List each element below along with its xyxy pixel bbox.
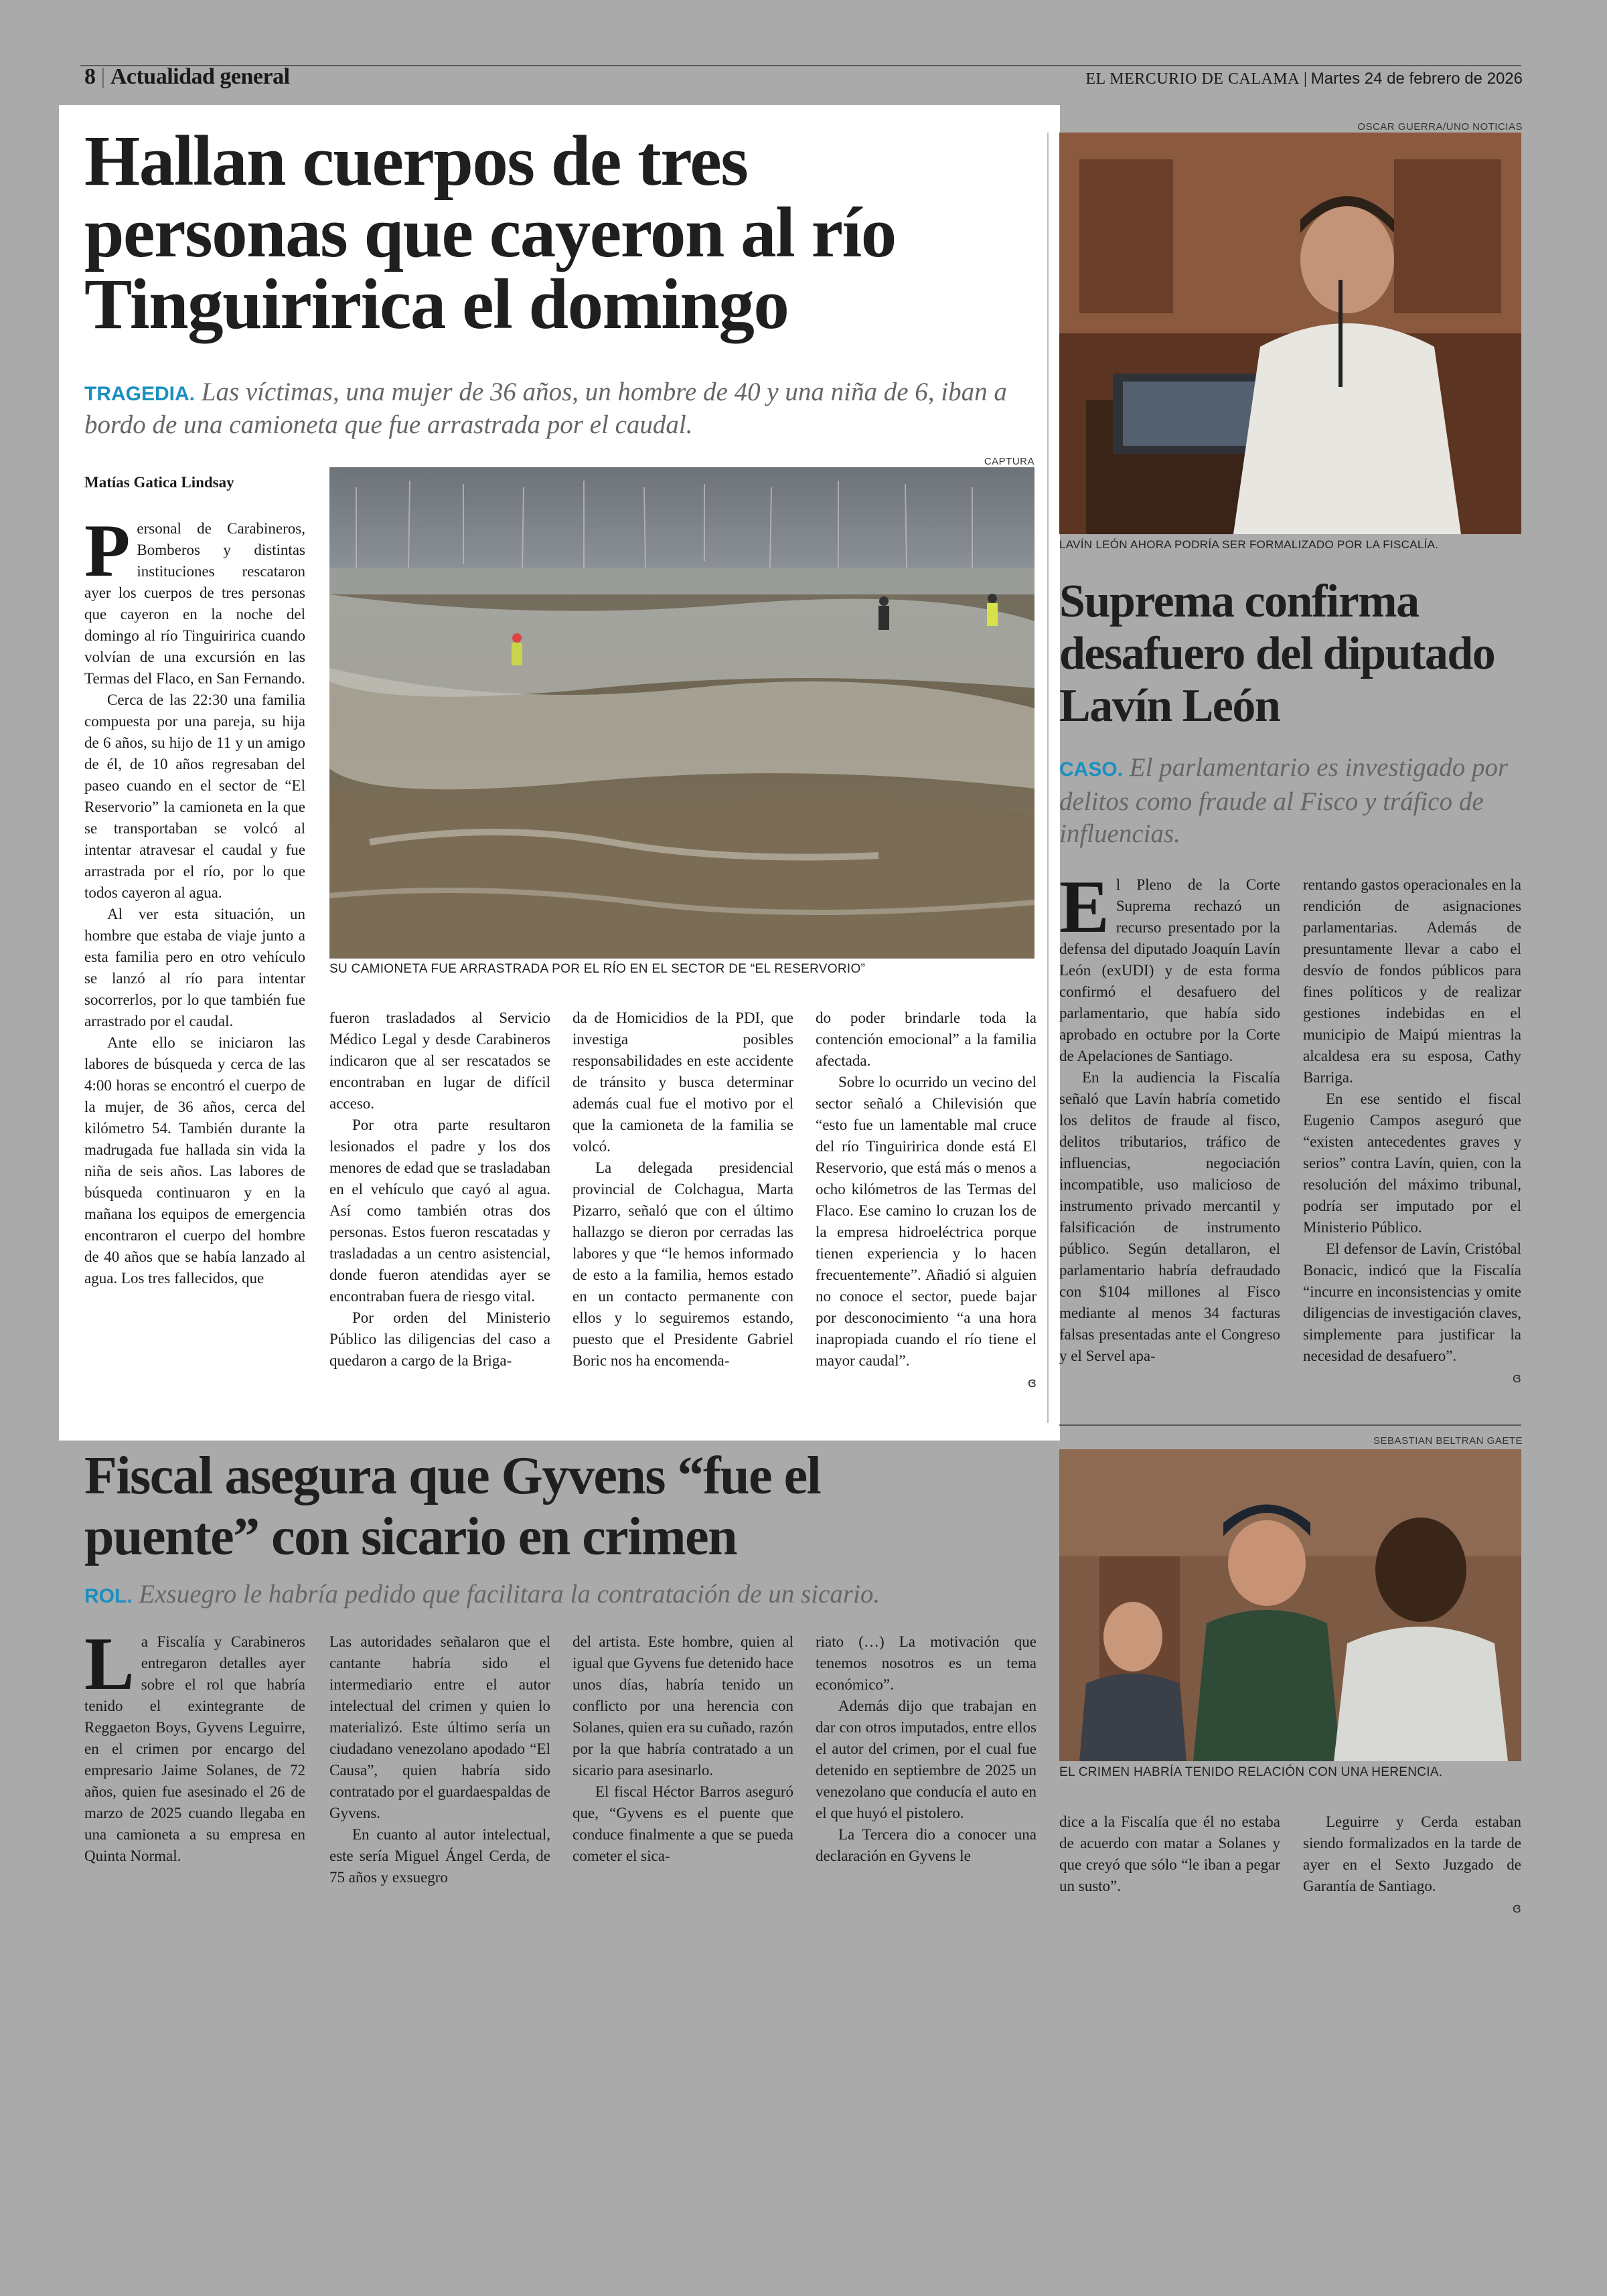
story2-col1-p2: En la audiencia la Fiscalía señaló que Lavín habría cometido los delitos de fraude al fisco, delitos tributarios, tráfico de influencias, negociación incompatible, uso malicioso de instrumento privado mercantil y falsificación de instrumento público. Según detallaron, el parlamentario habría defraudado con $104 millones al Fisco mediante al menos 34 facturas falsas presentadas ante el Congreso y el Servel apa- <box>1059 1069 1280 1364</box>
story3-photo <box>1059 1449 1521 1761</box>
story1-col3-p2: La delegada presidencial provincial de Colchagua, Marta Pizarro, señaló que con el último hallazgo se dieron por cerradas las labores y que “le hemos informado de esto a la familia, hemos estado en un contacto permanente con ellos y lo seguiremos estando, puesto que el Presidente Gabriel Boric nos ha encomenda- <box>572 1159 793 1369</box>
story3-col4-p3: La Tercera dio a conocer una declaración en Gyvens le <box>816 1826 1037 1864</box>
story1-photo <box>329 467 1035 959</box>
story3-photo-caption: EL CRIMEN HABRÍA TENIDO RELACIÓN CON UNA HERENCIA. <box>1059 1765 1443 1779</box>
story3-deck <box>84 1579 1062 1612</box>
story1-col1-p2: Cerca de las 22:30 una familia compuesta por una pareja, su hija de 6 años, su hijo de 11 y un amigo de él, de 10 años regresaban del paseo cuando en el sector de “El Reservorio” la camioneta en la que se transportaban se volcó al intentar atravesar el caudal y fue arrastrada por el río, por lo que todos cayeron al agua. <box>84 691 305 901</box>
story1-dropcap: P <box>84 509 131 592</box>
story3-dropcap: L <box>84 1623 135 1706</box>
story2-col1-p1: l Pleno de la Corte Suprema rechazó un recurso presentado por la defensa del diputado Joaquín Lavín León (exUDI) y de esta forma confirmó el desafuero del parlamentario, que había sido aprobado en octubre por la Corte de Apelaciones de Santiago. <box>1059 876 1280 1064</box>
story1-headline: Hallan cuerpos de tres personas que cayeron al río Tinguiririca el domingo <box>84 122 896 344</box>
section-header: 8 | Actualidad general <box>84 64 290 89</box>
story2-photo-caption: LAVÍN LEÓN AHORA PODRÍA SER FORMALIZADO POR LA FISCALÍA. <box>1059 538 1439 551</box>
story1-byline: Matías Gatica Lindsay <box>84 474 234 491</box>
story3-column-2 <box>329 1631 550 1888</box>
story3-col1-p1: a Fiscalía y Carabineros entregaron detalles ayer sobre el rol que habría tenido el exintegrante de Reggaeton Boys, Gyvens Leguirre, en el crimen por encargo del empresario Jaime Solanes, de 72 años, quien fue asesinado el 26 de marzo de 2025 cuando llegaba en una camioneta a su empresa en Quinta Normal. <box>84 1633 305 1864</box>
story3-col3-p2: El fiscal Héctor Barros aseguró que, “Gyvens es el puente que conduce finalmente a que se pueda cometer el sica- <box>572 1783 793 1864</box>
story1-deck <box>84 377 1035 440</box>
story2-headline: Suprema confirma desafuero del diputado Lavín León <box>1059 576 1495 732</box>
story3-col6-p1: Leguirre y Cerda estaban siendo formalizados en la tarde de ayer en el Sexto Juzgado de Garantía de Santiago. <box>1303 1813 1521 1894</box>
story1-col3-p1: da de Homicidios de la PDI, que investiga posibles responsabilidades en este accidente de tránsito y busca determinar además cual fue el motivo por el que la camioneta de la familia se volcó. <box>572 1009 793 1155</box>
story2-kicker: CASO. <box>1059 758 1124 781</box>
story3-column-6 <box>1303 1811 1521 1918</box>
story1-col2-p2: Por otra parte resultaron lesionados el padre y los dos menores de edad que se trasladaban en el vehículo que cayó al agua. Así como también otras dos personas. Estos fueron rescatadas y trasladadas a un centro asistencial, donde fueron atendidas ayer se encontraban fuera de riesgo vital. <box>329 1117 550 1305</box>
story2-end-mark: ɞ <box>1512 1370 1521 1386</box>
story2-photo <box>1059 133 1521 534</box>
story2-dropcap: E <box>1059 866 1109 949</box>
story2-col2-p1: rentando gastos operacionales en la rendición de asignaciones parlamentarias. Además de presuntamente llevar a cabo el desvío de fondos públicos para fines políticos y de realizar gestiones indebidas en el municipio de Maipú mientras la alcaldesa era su esposa, Cathy Barriga. <box>1303 876 1521 1086</box>
story3-column-4 <box>816 1631 1037 1867</box>
story3-column-3 <box>572 1631 793 1867</box>
river-rescue-image <box>329 467 1035 959</box>
story3-headline: Fiscal asegura que Gyvens “fue el puente” con sicario en crimen <box>84 1447 821 1566</box>
story1-col1-p1: ersonal de Carabineros, Bomberos y distintas instituciones rescataron ayer los cuerpos de tres personas que cayeron en la noche del domingo al río Tinguiririca cuando volvían de una excursión en las Termas del Flaco, en San Fernando. <box>84 520 305 687</box>
story2-bottom-rule <box>1059 1424 1521 1426</box>
story2-photo-credit: OSCAR GUERRA/UNO NOTICIAS <box>1357 121 1523 133</box>
story1-col4-p2: Sobre lo ocurrido un vecino del sector señaló a Chilevisión que “esto fue un lamentable mal cruce del río Tinguiririca donde está El Reservorio, que está más o menos a ocho kilómetros de las Termas del Flaco. Ese camino lo cruzan los de la empresa hidroeléctrica porque tienen experiencia y lo hacen frecuentemente”. Añadió si alguien no conoce el sector, puede bajar por desconocimiento “a una hora inapropiada cuando el río tiene el mayor caudal”. <box>816 1074 1037 1369</box>
story3-col4-p2: Además dijo que trabajan en dar con otros imputados, entre ellos el autor del crimen, por el cual fue detenido en septiembre de 2025 un venezolano que conducía el auto en el que huyó el pistolero. <box>816 1698 1037 1821</box>
story3-end-mark: ɞ <box>1512 1900 1521 1916</box>
story1-photo-credit: CAPTURA <box>984 456 1035 467</box>
story1-end-mark: ɞ <box>1027 1374 1037 1390</box>
story3-column-5 <box>1059 1811 1280 1897</box>
story2-deck-text: El parlamentario es investigado por delitos como fraude al Fisco y tráfico de influencias. <box>1059 753 1509 848</box>
story2-col2-p3: El defensor de Lavín, Cristóbal Bonacic, indicó que la Fiscalía “incurre en inconsistencias y omite diligencias de investigación claves, simplemente para justificar la necesidad de desafuero”. <box>1303 1240 1521 1364</box>
story1-column-1 <box>84 509 305 1289</box>
header-rule <box>80 65 1521 66</box>
story3-kicker: ROL. <box>84 1585 133 1607</box>
story1-kicker: TRAGEDIA. <box>84 383 195 405</box>
story2-deck <box>1059 752 1515 850</box>
story2-column-2 <box>1303 874 1521 1388</box>
story3-photo-credit: SEBASTIAN BELTRAN GAETE <box>1373 1435 1523 1447</box>
section-name: Actualidad general <box>110 64 290 89</box>
story3-col4-p1: riato (…) La motivación que tenemos nosotros es un tema económico”. <box>816 1633 1037 1693</box>
story3-deck-text: Exsuegro le habría pedido que facilitara la contratación de un sicario. <box>139 1580 881 1609</box>
story2-column-1 <box>1059 866 1280 1367</box>
issue-date: Martes 24 de febrero de 2026 <box>1310 70 1523 88</box>
story1-deck-text: Las víctimas, una mujer de 36 años, un hombre de 40 y una niña de 6, iban a bordo de una camioneta que fue arrastrada por el caudal. <box>84 378 1007 439</box>
story3-col5-p1: dice a la Fiscalía que él no estaba de acuerdo con matar a Solanes y que creyó que sólo “le iban a pegar un susto”. <box>1059 1813 1280 1894</box>
story1-column-rule <box>1047 133 1049 1423</box>
story3-col2-p1: Las autoridades señalaron que el cantante habría sido el intermediario entre el autor intelectual del crimen y quien lo materializó. Este último sería un ciudadano venezolano apodado “El Causa”, quien habría sido contratado por el guardaespaldas de Gyvens. <box>329 1633 550 1821</box>
story2-col2-p2: En ese sentido el fiscal Eugenio Campos aseguró que “existen antecedentes graves y serios” contra Lavín, quien, con la resolución del máximo tribunal, podría ser imputado por el Ministerio Público. <box>1303 1090 1521 1236</box>
masthead: EL MERCURIO DE CALAMA | Martes 24 de febrero de 2026 <box>1085 70 1523 88</box>
story3-col2-p2: En cuanto al autor intelectual, este sería Miguel Ángel Cerda, de 75 años y exsuegro <box>329 1826 550 1886</box>
newspaper-name: EL MERCURIO DE CALAMA <box>1085 70 1300 88</box>
congress-deputy-image <box>1059 133 1521 534</box>
story1-col1-p4: Ante ello se iniciaron las labores de búsqueda y cerca de las 4:00 horas se encontró el cuerpo de la mujer, de 36 años, cerca del kilómetro 54. También durante la madrugada fue hallada sin vida la niña de seis años. Las labores de búsqueda continuaron y en la mañana los equipos de emergencia encontraron el cuerpo del hombre de 40 años que se había lanzado al agua. Los tres fallecidos, que <box>84 1034 305 1287</box>
story1-column-2 <box>329 1007 550 1372</box>
page-number: 8 <box>84 64 96 89</box>
story1-col4-p1: do poder brindarle toda la contención emocional” a la familia afectada. <box>816 1009 1037 1069</box>
story3-col3-p1: del artista. Este hombre, quien al igual que Gyvens fue detenido hace unos días, habría tenido un conflicto por una herencia con Solanes, quien era su cuñado, razón por la que habría contratado a un sicario para asesinarlo. <box>572 1633 793 1779</box>
story3-column-1 <box>84 1623 305 1867</box>
story1-col2-p1: fueron trasladados al Servicio Médico Legal y desde Carabineros indicaron que al ser rescatados se encontraban en lugar de difícil acceso. <box>329 1009 550 1112</box>
story1-column-3 <box>572 1007 793 1372</box>
story1-photo-caption: SU CAMIONETA FUE ARRASTRADA POR EL RÍO EN EL SECTOR DE “EL RESERVORIO” <box>329 962 866 976</box>
courtroom-image <box>1059 1449 1521 1761</box>
story1-column-4 <box>816 1007 1037 1393</box>
story1-col1-p3: Al ver esta situación, un hombre que estaba de viaje junto a esta familia pero en otro vehículo se lanzó al río para intentar socorrerlos, por lo que también fue arrastrado por el caudal. <box>84 906 305 1030</box>
story1-col2-p3: Por orden del Ministerio Público las diligencias del caso a quedaron a cargo de la Briga- <box>329 1309 550 1369</box>
